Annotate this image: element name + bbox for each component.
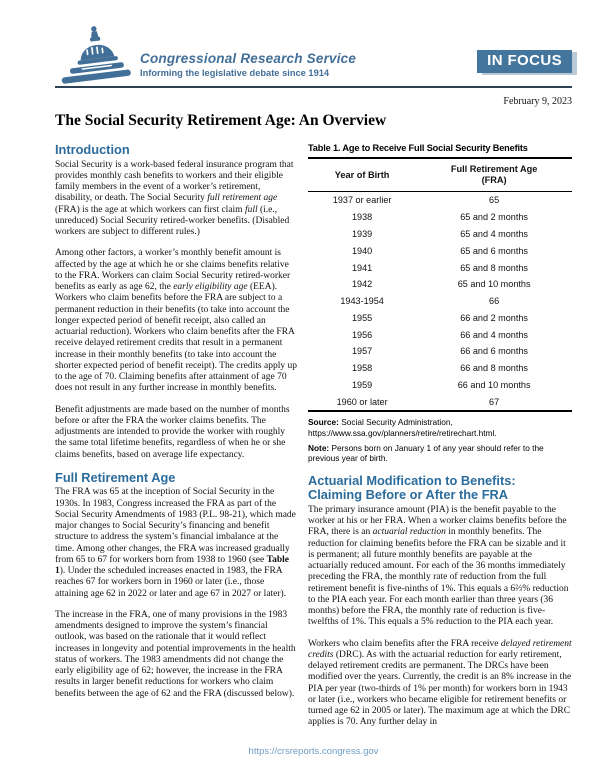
year-cell: 1940 (352, 245, 373, 256)
table-header-row (308, 158, 572, 192)
column-header-fra: Full Retirement Age (FRA) (450, 164, 538, 185)
year-cell: 1957 (352, 346, 373, 357)
fra-cell: 66 and 8 months (460, 363, 528, 374)
footer (55, 746, 572, 757)
year-cell: 1942 (352, 279, 373, 290)
paragraph: The FRA was 65 at the inception of Social Security in the 1930s. In 1983, Congress increased the FRA as part of the Social Security Amendments of 1983 (P.L. 98-21), which made major changes to Social Security’s financing and benefit structure to address the system’s financial imbalance at the time. Among other changes, the FRA was increased gradually from 65 to 67 for workers born from 1938 to 1960 (see Table 1). Under the scheduled increases enacted in 1983, the FRA reaches 67 for workers born in 1960 or later (i.e., those attaining age 62 in 2022 or later and age 67 in 2027 or later). (55, 487, 296, 599)
full-retirement-age-heading: Full Retirement Age (55, 469, 176, 485)
year-cell: 1955 (352, 312, 373, 323)
fra-cell: 66 and 10 months (457, 379, 531, 390)
fra-cell: 65 and 6 months (460, 245, 528, 256)
capitol-dome-icon (55, 24, 133, 85)
fra-cell: 65 and 10 months (457, 279, 531, 290)
actuarial-heading: Actuarial Modification to Benefits: Claiming Before or After the FRA (308, 472, 516, 503)
table-row (308, 226, 572, 243)
fra-cell: 66 and 6 months (460, 346, 528, 357)
footer-link[interactable]: https://crsreports.congress.gov (248, 746, 379, 757)
header (55, 0, 572, 85)
fra-cell: 66 and 2 months (460, 312, 528, 323)
left-column (55, 143, 298, 739)
table-title: Table 1. Age to Receive Full Social Security Benefits (308, 143, 528, 153)
year-cell: 1939 (352, 228, 373, 239)
column-header-year: Year of Birth (334, 169, 390, 180)
fra-cell: 67 (489, 396, 500, 407)
table-note: Note: Persons born on January 1 of any year should refer to the previous year of birth. (308, 442, 544, 464)
brand-text (140, 51, 356, 85)
paragraph: Benefit adjustments are made based on the number of months before or after the FRA the worker claims benefits. The adjustments are intended to provide the worker with roughly the same total lifetime benefits, regardless of when he or she claims benefits, based on average life expectancy. (55, 404, 290, 460)
table-row (308, 326, 572, 343)
right-column (308, 143, 572, 739)
page-title: The Social Security Retirement Age: An Overview (55, 112, 387, 129)
introduction-heading: Introduction (55, 142, 130, 157)
fra-cell: 65 (489, 195, 500, 206)
table-source: Source: Social Security Administration, https://www.ssa.gov/planners/retire/retirechart.html. (308, 417, 497, 438)
table-row (308, 360, 572, 377)
year-cell: 1941 (352, 262, 373, 273)
paragraph: Among other factors, a worker’s monthly benefit amount is affected by the age at which he or she claims benefits relative to the FRA. Workers can claim Social Security retired-worker benefits as early as age 62, the early eligibility age (EEA). Workers who claim benefits before the FRA are subject to a permanent reduction in their benefits (to take into account the longer expected period of benefit receipt, also called an actuarial reduction). Workers who claim benefits after the FRA receive delayed retirement credits that result in a permanent increase in their monthly benefits (to take into account the shorter expected period of benefit receipt). The credits apply up to the age of 70. Claiming benefits after attainment of age 70 does not result in any further increase in monthly benefits. (55, 248, 297, 394)
table-row (308, 377, 572, 394)
table-row (308, 393, 572, 411)
fra-cell: 66 and 4 months (460, 329, 528, 340)
year-cell: 1960 or later (336, 396, 388, 407)
table-row (308, 259, 572, 276)
table-row (308, 309, 572, 326)
content-columns (55, 143, 572, 739)
header-rule (55, 86, 572, 88)
fra-cell: 66 (489, 296, 500, 307)
table-row (308, 209, 572, 226)
benefits-table (308, 157, 572, 412)
table-row (308, 192, 572, 209)
table-row (308, 293, 572, 310)
table-row (308, 343, 572, 360)
fra-cell: 65 and 4 months (460, 228, 528, 239)
brand-tagline: Informing the legislative debate since 1914 (140, 68, 330, 78)
year-cell: 1958 (352, 363, 373, 374)
crs-logo (55, 24, 356, 85)
in-focus-badge: IN FOCUS (477, 50, 572, 73)
table-row (308, 276, 572, 293)
paragraph: Social Security is a work-based federal insurance program that provides monthly cash benefits to workers and their eligible family members in the event of a worker’s retirement, disability, or death. The Social Security full retirement age (FRA) is the age at which workers can first claim full (i.e., unreduced) Social Security retired-worker benefits. (Disabled workers are subject to different rules.) (55, 159, 294, 237)
fra-cell: 65 and 8 months (460, 262, 528, 273)
year-cell: 1959 (352, 379, 373, 390)
year-cell: 1937 or earlier (332, 195, 392, 206)
doc-date: February 9, 2023 (503, 96, 572, 107)
fra-cell: 65 and 2 months (460, 212, 528, 223)
year-cell: 1943-1954 (340, 296, 384, 307)
paragraph: The increase in the FRA, one of many provisions in the 1983 amendments designed to improve the system’s financial outlook, was based on the rationale that it would reflect increases in longevity and potential improvements in the health status of workers. The 1983 amendments did not change the early eligibility age of 62; however, the increase in the FRA results in larger benefit reductions for workers who claim benefits between the age of 62 and the FRA (discussed below). (55, 609, 296, 699)
paragraph: Workers who claim benefits after the FRA receive delayed retirement credits (DRC). As with the actuarial reduction for early retirement, delayed retirement credits are permanent. The DRCs have been modified over the years. Currently, the credit is an 8% increase in the PIA per year (two-thirds of 1% per month) for workers born in 1943 or later (i.e., workers who became eligible for retirement benefits or turned age 62 in 2005 or later). The maximum age at which the DRC applies is 70. Any further delay in (308, 638, 572, 728)
paragraph: The primary insurance amount (PIA) is the benefit payable to the worker at his or her FRA. When a worker claims benefits before the FRA, there is an actuarial reduction in monthly benefits. The reduction for claiming benefits before the FRA can be sizable and it is permanent; all future monthly benefits are payable at the actuarially reduced amount. For each of the 36 months immediately preceding the FRA, the monthly rate of reduction from the full retirement benefit is five-ninths of 1%. This equals a 6⅔% reduction to the PIA each year. For each month earlier than three years (36 months) before the FRA, the monthly rate of reduction is five-twelfths of 1%. This equals a 5% reduction to the PIA each year. (308, 504, 569, 628)
brand-name: Congressional Research Service (140, 51, 357, 66)
year-cell: 1956 (352, 329, 373, 340)
year-cell: 1938 (352, 212, 373, 223)
table-row (308, 242, 572, 259)
